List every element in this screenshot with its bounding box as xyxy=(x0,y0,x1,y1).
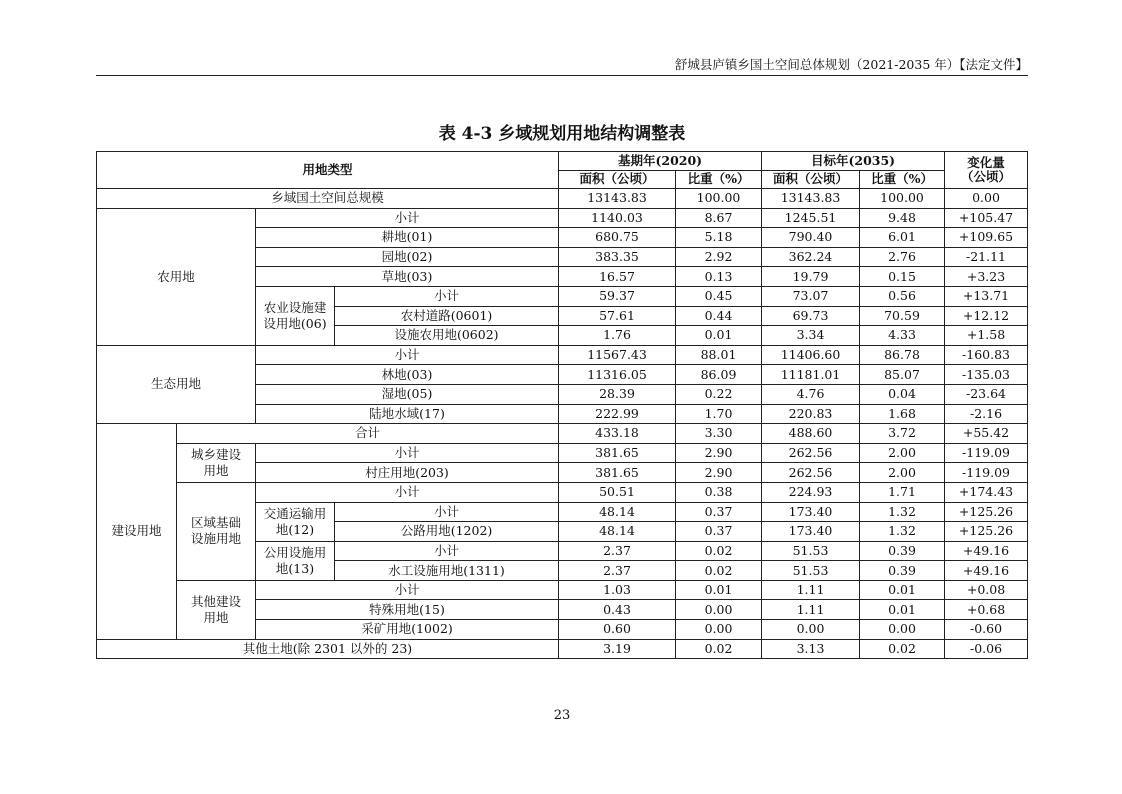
header-change: 变化量 （公顷） xyxy=(945,152,1028,189)
cell-change: +55.42 xyxy=(945,424,1028,444)
document-header: 舒城县庐镇乡国土空间总体规划（2021-2035 年）【法定文件】 xyxy=(674,57,1028,72)
table-row xyxy=(97,189,1028,209)
cell-change: +109.65 xyxy=(945,228,1028,248)
row-label: 小计 xyxy=(256,208,559,228)
cell-target-area: 69.73 xyxy=(762,306,860,326)
row-label: 陆地水域(17) xyxy=(256,404,559,424)
cell-change: +3.23 xyxy=(945,267,1028,287)
cell-target-ratio: 1.71 xyxy=(860,482,945,502)
cell-change: -135.03 xyxy=(945,365,1028,385)
cell-base-area: 0.60 xyxy=(559,620,676,640)
cell-base-ratio: 0.44 xyxy=(676,306,762,326)
cell-target-ratio: 3.72 xyxy=(860,424,945,444)
cell-base-area: 50.51 xyxy=(559,482,676,502)
cell-target-area: 19.79 xyxy=(762,267,860,287)
cell-base-ratio: 0.02 xyxy=(676,561,762,581)
cell-change: +174.43 xyxy=(945,482,1028,502)
cell-target-ratio: 0.15 xyxy=(860,267,945,287)
header-target-year: 目标年(2035) xyxy=(762,152,945,171)
row-label: 小计 xyxy=(335,286,559,306)
header-base-area: 面积（公顷） xyxy=(559,170,676,189)
cell-target-area: 0.00 xyxy=(762,620,860,640)
cell-change: -0.06 xyxy=(945,639,1028,659)
cell-target-area: 51.53 xyxy=(762,541,860,561)
header-base-year: 基期年(2020) xyxy=(559,152,762,171)
cell-base-area: 680.75 xyxy=(559,228,676,248)
cell-target-ratio: 1.68 xyxy=(860,404,945,424)
cell-change: +12.12 xyxy=(945,306,1028,326)
cell-base-ratio: 0.37 xyxy=(676,502,762,522)
row-label: 林地(03) xyxy=(256,365,559,385)
row-label: 小计 xyxy=(256,345,559,365)
cell-change: +0.68 xyxy=(945,600,1028,620)
cell-base-area: 28.39 xyxy=(559,384,676,404)
cell-target-ratio: 86.78 xyxy=(860,345,945,365)
subgroup-label-facility: 农业设施建设用地(06) xyxy=(256,286,335,345)
cell-target-ratio: 0.02 xyxy=(860,639,945,659)
cell-base-area: 13143.83 xyxy=(559,189,676,209)
cell-base-ratio: 0.22 xyxy=(676,384,762,404)
cell-change: 0.00 xyxy=(945,189,1028,209)
cell-base-area: 383.35 xyxy=(559,247,676,267)
row-label: 特殊用地(15) xyxy=(256,600,559,620)
cell-target-ratio: 4.33 xyxy=(860,326,945,346)
cell-base-ratio: 0.00 xyxy=(676,600,762,620)
row-label: 小计 xyxy=(256,482,559,502)
cell-target-ratio: 0.39 xyxy=(860,541,945,561)
cell-target-area: 4.76 xyxy=(762,384,860,404)
cell-change: -119.09 xyxy=(945,463,1028,483)
cell-change: +125.26 xyxy=(945,502,1028,522)
cell-target-ratio: 2.76 xyxy=(860,247,945,267)
row-label: 村庄用地(203) xyxy=(256,463,559,483)
cell-target-area: 262.56 xyxy=(762,443,860,463)
cell-target-ratio: 1.32 xyxy=(860,522,945,542)
cell-target-ratio: 6.01 xyxy=(860,228,945,248)
cell-base-area: 16.57 xyxy=(559,267,676,287)
cell-base-ratio: 0.38 xyxy=(676,482,762,502)
cell-target-ratio: 100.00 xyxy=(860,189,945,209)
cell-target-ratio: 1.32 xyxy=(860,502,945,522)
cell-target-area: 262.56 xyxy=(762,463,860,483)
cell-target-ratio: 0.01 xyxy=(860,580,945,600)
row-label: 乡域国土空间总规模 xyxy=(97,189,559,209)
cell-change: +13.71 xyxy=(945,286,1028,306)
cell-base-ratio: 0.13 xyxy=(676,267,762,287)
cell-target-area: 488.60 xyxy=(762,424,860,444)
cell-target-area: 224.93 xyxy=(762,482,860,502)
cell-base-ratio: 0.45 xyxy=(676,286,762,306)
header-target-area: 面积（公顷） xyxy=(762,170,860,189)
row-label: 小计 xyxy=(256,580,559,600)
cell-change: -119.09 xyxy=(945,443,1028,463)
cell-change: +49.16 xyxy=(945,561,1028,581)
cell-target-area: 362.24 xyxy=(762,247,860,267)
group-label-construction: 建设用地 xyxy=(97,424,177,640)
cell-target-area: 11181.01 xyxy=(762,365,860,385)
cell-target-area: 11406.60 xyxy=(762,345,860,365)
cell-base-ratio: 0.01 xyxy=(676,580,762,600)
table-title: 表 4-3 乡域规划用地结构调整表 xyxy=(438,124,686,144)
header-land-type: 用地类型 xyxy=(97,152,559,189)
header-target-ratio: 比重（%） xyxy=(860,170,945,189)
row-label: 小计 xyxy=(335,541,559,561)
cell-target-ratio: 0.01 xyxy=(860,600,945,620)
row-label: 园地(02) xyxy=(256,247,559,267)
row-label: 湿地(05) xyxy=(256,384,559,404)
cell-base-area: 2.37 xyxy=(559,541,676,561)
cell-target-area: 173.40 xyxy=(762,502,860,522)
cell-target-area: 3.13 xyxy=(762,639,860,659)
subgroup-label-infra: 区域基础设施用地 xyxy=(177,482,256,580)
cell-base-area: 48.14 xyxy=(559,522,676,542)
cell-target-area: 790.40 xyxy=(762,228,860,248)
table-row xyxy=(97,482,1028,502)
cell-base-area: 222.99 xyxy=(559,404,676,424)
cell-base-ratio: 8.67 xyxy=(676,208,762,228)
row-label: 公路用地(1202) xyxy=(335,522,559,542)
page-number: 23 xyxy=(553,708,571,723)
row-label: 农村道路(0601) xyxy=(335,306,559,326)
row-label: 水工设施用地(1311) xyxy=(335,561,559,581)
cell-change: -21.11 xyxy=(945,247,1028,267)
cell-target-ratio: 0.39 xyxy=(860,561,945,581)
row-label: 其他土地(除 2301 以外的 23) xyxy=(97,639,559,659)
cell-target-area: 51.53 xyxy=(762,561,860,581)
cell-change: -0.60 xyxy=(945,620,1028,640)
subgroup-label-other-construction: 其他建设用地 xyxy=(177,580,256,639)
cell-target-ratio: 0.04 xyxy=(860,384,945,404)
subgroup-label-urban-rural: 城乡建设用地 xyxy=(177,443,256,482)
cell-base-ratio: 0.00 xyxy=(676,620,762,640)
table-row xyxy=(97,580,1028,600)
land-use-structure-table xyxy=(96,151,1028,659)
cell-base-area: 381.65 xyxy=(559,443,676,463)
row-label: 小计 xyxy=(256,443,559,463)
row-label: 合计 xyxy=(177,424,559,444)
cell-base-area: 59.37 xyxy=(559,286,676,306)
cell-base-area: 3.19 xyxy=(559,639,676,659)
cell-target-area: 1245.51 xyxy=(762,208,860,228)
cell-base-area: 48.14 xyxy=(559,502,676,522)
cell-base-ratio: 86.09 xyxy=(676,365,762,385)
cell-change: +49.16 xyxy=(945,541,1028,561)
cell-target-area: 220.83 xyxy=(762,404,860,424)
row-label: 耕地(01) xyxy=(256,228,559,248)
group-label-eco: 生态用地 xyxy=(97,345,256,423)
row-label: 采矿用地(1002) xyxy=(256,620,559,640)
cell-base-area: 1.03 xyxy=(559,580,676,600)
cell-target-area: 1.11 xyxy=(762,580,860,600)
cell-base-area: 57.61 xyxy=(559,306,676,326)
cell-base-ratio: 0.02 xyxy=(676,639,762,659)
table-row xyxy=(97,345,1028,365)
group-label-agri: 农用地 xyxy=(97,208,256,345)
cell-change: +125.26 xyxy=(945,522,1028,542)
table-row xyxy=(97,639,1028,659)
cell-target-area: 73.07 xyxy=(762,286,860,306)
table-row xyxy=(97,443,1028,463)
row-label: 小计 xyxy=(335,502,559,522)
cell-base-ratio: 3.30 xyxy=(676,424,762,444)
cell-target-ratio: 2.00 xyxy=(860,463,945,483)
cell-base-ratio: 0.02 xyxy=(676,541,762,561)
cell-target-area: 1.11 xyxy=(762,600,860,620)
cell-base-area: 1140.03 xyxy=(559,208,676,228)
cell-target-ratio: 85.07 xyxy=(860,365,945,385)
cell-base-ratio: 1.70 xyxy=(676,404,762,424)
cell-base-area: 11316.05 xyxy=(559,365,676,385)
header-rule xyxy=(96,75,1028,76)
cell-base-ratio: 0.01 xyxy=(676,326,762,346)
cell-change: -23.64 xyxy=(945,384,1028,404)
cell-base-area: 11567.43 xyxy=(559,345,676,365)
cell-base-ratio: 2.90 xyxy=(676,443,762,463)
cell-base-ratio: 88.01 xyxy=(676,345,762,365)
cell-target-area: 173.40 xyxy=(762,522,860,542)
cell-change: +0.08 xyxy=(945,580,1028,600)
cell-base-area: 2.37 xyxy=(559,561,676,581)
row-label: 设施农用地(0602) xyxy=(335,326,559,346)
row-label: 草地(03) xyxy=(256,267,559,287)
cell-change: +1.58 xyxy=(945,326,1028,346)
subgroup-label-transport: 交通运输用地(12) xyxy=(256,502,335,541)
subgroup-label-utility: 公用设施用地(13) xyxy=(256,541,335,580)
cell-target-ratio: 0.56 xyxy=(860,286,945,306)
cell-base-ratio: 2.92 xyxy=(676,247,762,267)
header-base-ratio: 比重（%） xyxy=(676,170,762,189)
table-row xyxy=(97,208,1028,228)
cell-target-ratio: 0.00 xyxy=(860,620,945,640)
cell-base-ratio: 5.18 xyxy=(676,228,762,248)
cell-target-area: 13143.83 xyxy=(762,189,860,209)
cell-base-area: 381.65 xyxy=(559,463,676,483)
cell-target-ratio: 70.59 xyxy=(860,306,945,326)
cell-base-area: 0.43 xyxy=(559,600,676,620)
cell-change: +105.47 xyxy=(945,208,1028,228)
cell-target-ratio: 2.00 xyxy=(860,443,945,463)
cell-base-area: 1.76 xyxy=(559,326,676,346)
table-row xyxy=(97,424,1028,444)
cell-target-ratio: 9.48 xyxy=(860,208,945,228)
cell-change: -2.16 xyxy=(945,404,1028,424)
cell-base-ratio: 2.90 xyxy=(676,463,762,483)
cell-base-ratio: 100.00 xyxy=(676,189,762,209)
cell-base-area: 433.18 xyxy=(559,424,676,444)
cell-base-ratio: 0.37 xyxy=(676,522,762,542)
cell-target-area: 3.34 xyxy=(762,326,860,346)
header-row-1 xyxy=(97,152,1028,171)
cell-change: -160.83 xyxy=(945,345,1028,365)
